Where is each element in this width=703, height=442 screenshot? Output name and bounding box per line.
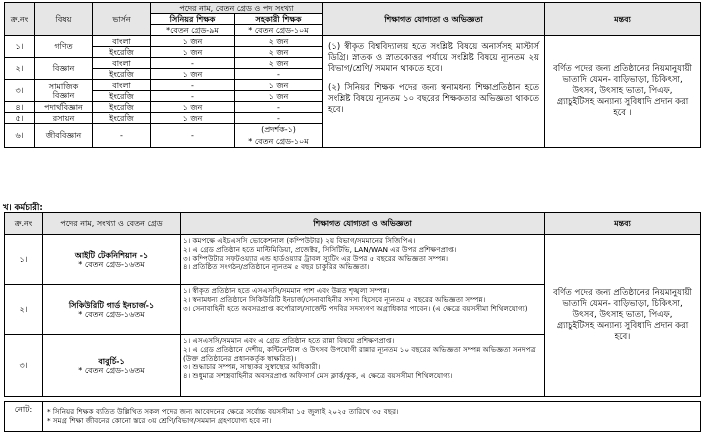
qualification-line: ১। স্বীকৃত প্রতিষ্ঠান হতে এসএসসি/সমমান পাশ এবং উন্নত শৃঙ্খলা সম্পন্ন। bbox=[183, 286, 390, 295]
row-assistant: - bbox=[235, 69, 323, 80]
row-assistant: - bbox=[235, 102, 323, 113]
qualification-line: ১। এসএসসি/সমমান এবং এ গ্রেড প্রতিষ্ঠান হতে রান্না বিষয়ে প্রশিক্ষণপ্রাপ্ত। bbox=[183, 336, 395, 345]
qualification-line: ১। কমপক্ষে এইচএসসি ভোকেশনাল (কম্পিউটার) ২য় বিভাগ/সমমানের সিজিপিএ। bbox=[183, 236, 416, 245]
row-senior: - bbox=[151, 58, 235, 69]
row-qualification bbox=[181, 235, 545, 285]
row-senior: ১ জন bbox=[151, 47, 235, 58]
row-version: ইংরেজি bbox=[93, 102, 151, 113]
row-senior: - bbox=[151, 80, 235, 91]
remarks-cell: বর্ণিত পদের জন্য প্রতিষ্ঠানের নিয়মানুযায়ী ভাতাদি যেমন- বাড়িভাড়া, চিকিৎসা, উৎসব, উৎসাহ ভাতা, পিএফ, গ্র্যাচুইটিসহ অন্যান্য সুবিধাদি প্রদান করা হবে । bbox=[545, 36, 701, 148]
row-subject: গণিত bbox=[35, 36, 93, 58]
row-subject: পদার্থবিজ্ঞান bbox=[35, 102, 93, 113]
note-body bbox=[43, 402, 701, 432]
qualification-1: (১) স্বীকৃত বিশ্ববিদ্যালয় হতে সংশ্লিষ্ট বিষয়ে অনার্সসহ মাস্টার্স ডিগ্রি। স্নাতক ও স্নাতকোত্তর পর্যায়ে সংশ্লিষ্ট বিষয়ে ন্যূনতম ২য় বিভাগ/শ্রেণি/ সমমান থাকতে হবে। bbox=[328, 42, 539, 74]
row-senior: - bbox=[151, 124, 235, 148]
row-senior: ১ জন bbox=[151, 113, 235, 124]
header-qualification: শিক্ষাগত যোগ্যতা ও অভিজ্ঞতা bbox=[181, 213, 545, 235]
row-version: বাংলা bbox=[93, 80, 151, 91]
row-assistant-grade: * বেতন গ্রেড-১০ম bbox=[235, 136, 323, 148]
row-assistant: ২ জন bbox=[235, 47, 323, 58]
row-post: আইটি টেকনিশিয়ান -১ bbox=[74, 250, 149, 260]
row-qualification bbox=[181, 335, 545, 397]
row-version: ইংরেজি bbox=[93, 91, 151, 102]
header-posts: পদের নাম, বেতন গ্রেড ও পদ সংখ্যা bbox=[151, 3, 323, 14]
row-senior: ১ জন bbox=[151, 102, 235, 113]
row-sl: ৪। bbox=[5, 102, 35, 113]
table-row bbox=[5, 36, 701, 47]
row-assistant: ১ জন bbox=[235, 91, 323, 102]
row-assistant: ১ জন bbox=[235, 80, 323, 91]
row-senior: - bbox=[151, 91, 235, 102]
row-sl: ১। bbox=[5, 235, 43, 285]
row-sl: ১। bbox=[5, 36, 35, 58]
header-sl: ক্র.নং bbox=[5, 213, 43, 235]
row-version: বাংলা bbox=[93, 36, 151, 47]
teachers-table bbox=[4, 2, 701, 148]
row-version: - bbox=[93, 124, 151, 148]
table-row bbox=[5, 235, 701, 285]
staff-section-title: খ। কর্মচারী: bbox=[3, 203, 43, 213]
row-assistant: (প্রদর্শক-১) bbox=[235, 124, 323, 136]
row-senior: ১ জন bbox=[151, 36, 235, 47]
row-version: ইংরেজি bbox=[93, 69, 151, 80]
row-assistant: - bbox=[235, 113, 323, 124]
header-sl: ক্র.নং bbox=[5, 3, 35, 36]
header-subject: বিষয় bbox=[35, 3, 93, 36]
row-assistant: ২ জন bbox=[235, 36, 323, 47]
header-remarks: মন্তব্য bbox=[545, 3, 701, 36]
row-post: সিকিউরিটি গার্ড ইনচার্জ-১ bbox=[68, 300, 155, 310]
qualification-line: ২। এ গ্রেড প্রতিষ্ঠানে দেশীয়, কন্টিনেন্টাল ও উৎসব উপযোগী রান্নার ন্যূনতম ১০ বছরের অভিজ্ঞতা সম্পন্ন অভিজ্ঞতা সনদপত্র (উক্ত প্রতিষ্ঠানের প্রধানকর্তৃক স্বাক্ষরিত)। bbox=[183, 344, 536, 363]
row-post-cell bbox=[43, 235, 181, 285]
qualification-line: ৪। প্রতিষ্ঠিত সংগঠন/প্রতিষ্ঠানে ন্যূনতম ৫ বছর চাকুরির অভিজ্ঞতা। bbox=[183, 262, 370, 272]
row-grade: * বেতন গ্রেড-১৬তম bbox=[78, 309, 145, 319]
staff-table bbox=[4, 212, 701, 397]
row-assistant: ২ জন bbox=[235, 58, 323, 69]
row-sl: ৫। bbox=[5, 113, 35, 124]
qualification-line: ৩। শুদ্ধাচার সম্পন্ন, সাস্থ্যকর সুস্বাস্থ্যের অধিকারী। bbox=[183, 362, 321, 372]
qualification-line: ৪। শুধুমাত্র সশস্ত্রবাহিনীর অবসরপ্রাপ্ত অফিসার্স মেস ক্লার্ক/কুক, এ ক্ষেত্রে বয়সসীমা শিথিলযোগ্য। bbox=[183, 371, 453, 381]
qualification-line: ৩। কম্পিউটার সফটওয়্যার এন্ড হার্ডওয়্যার ট্রাবল স্যুটিং এর উপর ৫ বছরের অভিজ্ঞতা সম্পন্ন। bbox=[183, 253, 449, 263]
row-version: ইংরেজি bbox=[93, 47, 151, 58]
qualification-2: (২) সিনিয়র শিক্ষক পদের জন্য স্বনামধন্য শিক্ষাপ্রতিষ্ঠান হতে সংশ্লিষ্ট বিষয়ে ন্যূনতম ১০ বছরের শিক্ষকতার অভিজ্ঞতা থাকতে হবে। bbox=[328, 83, 539, 115]
header-senior: সিনিয়র শিক্ষক bbox=[151, 14, 235, 25]
row-grade: * বেতন গ্রেড-১৬তম bbox=[78, 259, 145, 269]
row-subject: বিজ্ঞান bbox=[35, 58, 93, 80]
row-subject: রসায়ন bbox=[35, 113, 93, 124]
row-sl: ২। bbox=[5, 285, 43, 335]
row-post-cell bbox=[43, 335, 181, 397]
note-table bbox=[4, 401, 701, 432]
row-subject: জীববিজ্ঞান bbox=[35, 124, 93, 148]
note-line: * সিনিয়র শিক্ষক ব্যতিত উল্লিখিত সকল পদের জন্য আবেদনের ক্ষেত্রে সর্বোচ্চ বয়সসীমা ১৫ জুলাই ২০২৫ তারিখে ৩৫ বছর। bbox=[47, 406, 399, 416]
qualification-line: ২। স্বনামধন্য প্রতিষ্ঠানে সিকিউরিটি ইনচার্জ/সেনাবাহিনীর সদস্য হিসেবে ন্যূনতম ৫ বছরের অভিজ্ঞতা সম্পন্ন। bbox=[183, 294, 486, 304]
qualification-line: ৩। সেনাবাহিনী হতে অবসরপ্রাপ্ত কর্পোরাল/সার্জেন্ট পদবির সদস্যগণ অগ্রাধিকার পাবেন। (এ ক্ষেত্রে বয়সসীমা শিথিলযোগ্য) bbox=[183, 303, 528, 313]
note-label: নোট: bbox=[5, 402, 43, 432]
row-sl: ৩। bbox=[5, 335, 43, 397]
row-qualification bbox=[181, 285, 545, 335]
row-version: ইংরেজি bbox=[93, 113, 151, 124]
header-remarks: মন্তব্য bbox=[545, 213, 701, 235]
qualification-cell bbox=[323, 36, 545, 148]
row-sl: ৬। bbox=[5, 124, 35, 148]
row-post: বাবুর্চি-১ bbox=[98, 356, 125, 366]
header-senior-grade: *বেতন গ্রেড-৯ম bbox=[151, 25, 235, 36]
header-assistant: সহকারী শিক্ষক bbox=[235, 14, 323, 25]
row-post-cell bbox=[43, 285, 181, 335]
header-assistant-grade: * বেতন গ্রেড-১০ম bbox=[235, 25, 323, 36]
header-version: ভার্সন bbox=[93, 3, 151, 36]
header-post: পদের নাম, সংখ্যা ও বেতন গ্রেড bbox=[43, 213, 181, 235]
row-version: বাংলা bbox=[93, 58, 151, 69]
header-qualification: শিক্ষাগত যোগ্যতা ও অভিজ্ঞতা bbox=[323, 3, 545, 36]
row-senior: ১ জন bbox=[151, 69, 235, 80]
row-sl: ৩। bbox=[5, 80, 35, 102]
staff-remarks-cell: বর্ণিত পদের জন্য প্রতিষ্ঠানের নিয়মানুযায়ী ভাতাদি যেমন- বাড়িভাড়া, চিকিৎসা, উৎসব, উৎসাহ ভাতা, পিএফ, গ্র্যাচুইটিসহ অন্যান্য সুবিধাদি প্রদান করা হবে। bbox=[545, 235, 701, 397]
row-sl: ২। bbox=[5, 58, 35, 80]
note-line: * সমগ্র শিক্ষা জীবনের কোনো স্তরে ৩য় শ্রেণি/বিভাগ/সমমান গ্রহণযোগ্য হবে না। bbox=[47, 415, 272, 425]
row-grade: * বেতন গ্রেড-১৬তম bbox=[78, 365, 145, 375]
row-subject: সামাজিক বিজ্ঞান bbox=[35, 80, 93, 102]
qualification-line: ২। এ গ্রেড প্রতিষ্ঠান হতে মাল্টিমিডিয়া, প্রজেক্টর, সিসিটিভি, LAN/WAN এর উপর প্রশিক্ষণপ্রাপ্ত। bbox=[183, 244, 457, 254]
